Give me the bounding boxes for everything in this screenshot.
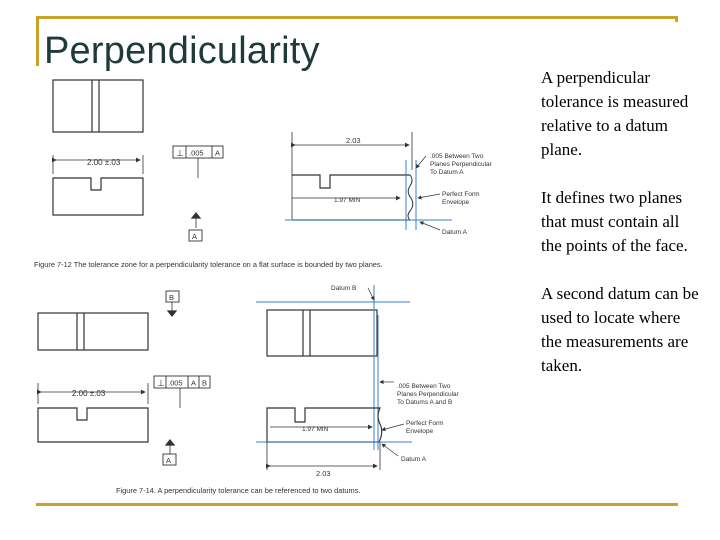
fig14-fcf-symbol: ⊥ [157, 378, 165, 388]
paragraph-two-planes: It defines two planes that must contain all the points of the face. [541, 188, 688, 255]
fig12-note-planes-2: Planes Perpendicular [430, 161, 492, 168]
figure-7-14-labels [72, 285, 460, 495]
fig14-fcf-datum-b: B [202, 378, 208, 388]
frame-top-rule [36, 16, 678, 19]
fig12-note-envelope-1: Perfect Form [442, 191, 480, 198]
frame-left-rule [36, 16, 39, 66]
detail-top-view [267, 310, 377, 356]
fig14-note-envelope-2: Envelope [406, 428, 434, 435]
fig12-fcf-symbol: ⊥ [176, 148, 184, 158]
frame-right-rule [675, 16, 678, 22]
fig14-dim-overall: 2.03 [316, 469, 331, 478]
fig12-dim-overall: 2.03 [346, 136, 361, 145]
figure-7-14 [38, 285, 412, 470]
detail-part-outline [292, 175, 410, 188]
fig12-note-datum: Datum A [442, 229, 467, 236]
fig12-datum-label: A [192, 232, 198, 241]
fig14-note-datum-b: Datum B [331, 285, 357, 292]
slide-title: Perpendicularity [44, 30, 320, 72]
detail-front-view [267, 408, 382, 442]
fig14-note-planes-1: .005 Between Two [397, 383, 451, 390]
fig12-fcf-datum: A [215, 148, 221, 158]
fig12-note-envelope-2: Envelope [442, 199, 470, 206]
part-front-view-b [38, 408, 148, 442]
fig14-datum-b-label: B [169, 293, 175, 302]
fig14-note-datum: Datum A [401, 456, 426, 463]
part-front-view [53, 178, 143, 215]
figure-7-12-caption: Figure 7-12 The tolerance zone for a perpendicularity tolerance on a flat surface is bounded by two planes. [34, 260, 383, 269]
engineering-figure [20, 70, 525, 500]
fig14-dim-min: 1.97 MIN [302, 426, 329, 433]
fig14-note-planes-3: To Datums A and B [397, 399, 453, 406]
figure-7-14-caption: Figure 7-14. A perpendicularity tolerance can be referenced to two datums. [116, 486, 361, 495]
perpendicularity-drawings [20, 70, 525, 500]
slide-body [541, 66, 701, 402]
fig14-fcf-datum-a: A [191, 378, 197, 388]
fig12-fcf-tolerance: .005 [189, 148, 204, 158]
fig14-note-planes-2: Planes Perpendicular [397, 391, 459, 398]
fig12-note-planes-3: To Datum A [430, 169, 464, 176]
figure-7-12-labels [34, 136, 493, 269]
part-top-view-b [38, 313, 148, 350]
paragraph-second-datum: A second datum can be used to locate where the measurements are taken. [541, 284, 699, 375]
fig14-datum-a-label: A [166, 456, 172, 465]
fig14-note-envelope-1: Perfect Form [406, 420, 444, 427]
fig14-dim-width: 2.00 ±.03 [72, 389, 106, 398]
fig12-dim-min: 1.97 MIN [334, 197, 361, 204]
fig12-dim-width: 2.00 ±.03 [87, 158, 121, 167]
frame-bottom-rule [36, 503, 678, 506]
part-top-view [53, 80, 143, 132]
fig14-fcf-tolerance: .005 [168, 378, 183, 388]
fig12-note-planes-1: .005 Between Two [430, 153, 484, 160]
paragraph-datum-plane: A perpendicular tolerance is measured relative to a datum plane. [541, 68, 689, 159]
